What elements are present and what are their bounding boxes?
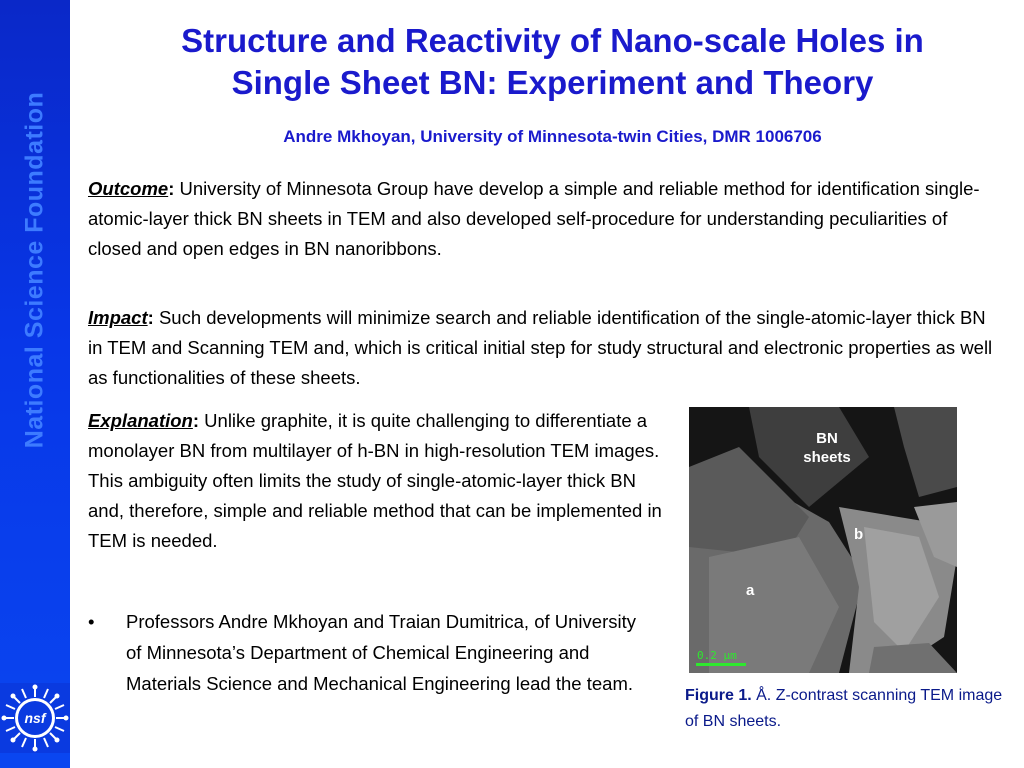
- figure-scale-label: 0.2 µm: [697, 649, 737, 662]
- tem-figure-image: [689, 407, 957, 673]
- figure-label-a: a: [746, 582, 755, 599]
- title-line-1: Structure and Reactivity of Nano-scale Holes in: [181, 22, 924, 59]
- bullet-text: Professors Andre Mkhoyan and Traian Dumitrica, of University of Minnesota’s Department of Chemical Engineering and Materials Science and Mechanical Engineering lead the team.: [126, 611, 636, 694]
- impact-paragraph: [88, 303, 998, 393]
- explanation-colon: :: [192, 410, 200, 431]
- impact-colon: :: [147, 307, 154, 328]
- outcome-colon: :: [168, 178, 175, 199]
- outcome-label: Outcome: [88, 178, 169, 199]
- figure-label-b: b: [854, 526, 864, 543]
- figure-caption: [685, 683, 1005, 735]
- nsf-logo-text: nsf: [24, 710, 46, 726]
- figure-scale-bar: [696, 663, 746, 666]
- caption-label: Figure 1.: [685, 687, 752, 704]
- explanation-text: Unlike graphite, it is quite challenging to differentiate a monolayer BN from multilayer of h-BN in high-resolution TEM images. This ambiguity often limits the study of single-atomic-layer thick BN and, therefore, simple and reliable method that can be implemented in TEM is needed.: [88, 410, 662, 551]
- title-line-2: Single Sheet BN: Experiment and Theory: [231, 64, 874, 101]
- explanation-label: Explanation: [88, 410, 193, 431]
- page-title: [90, 20, 1015, 104]
- sidebar-title: National Science Foundation: [20, 91, 49, 449]
- figure-label-bn-sheets: BN sheets: [803, 430, 851, 466]
- outcome-text: University of Minnesota Group have develop a simple and reliable method for identification single-atomic-layer thick BN sheets in TEM and also developed self-procedure for understanding peculiarities of closed and open edges in BN nanoribbons.: [88, 178, 980, 259]
- sidebar: [0, 0, 70, 768]
- impact-label: Impact: [88, 307, 148, 328]
- outcome-paragraph: [88, 174, 998, 264]
- explanation-paragraph: [88, 406, 663, 556]
- impact-text: Such developments will minimize search and reliable identification of the single-atomic-layer thick BN in TEM and Scanning TEM and, which is critical initial step for study structural and electronic properties as well as functionalities of these sheets.: [88, 307, 993, 388]
- nsf-logo-icon: [0, 683, 70, 753]
- caption-text: Å. Z-contrast scanning TEM image of BN sheets.: [685, 687, 1003, 730]
- page-subtitle: Andre Mkhoyan, University of Minnesota-twin Cities, DMR 1006706: [283, 127, 822, 146]
- nsf-logo: [0, 683, 70, 753]
- bullet-marker: •: [88, 611, 95, 632]
